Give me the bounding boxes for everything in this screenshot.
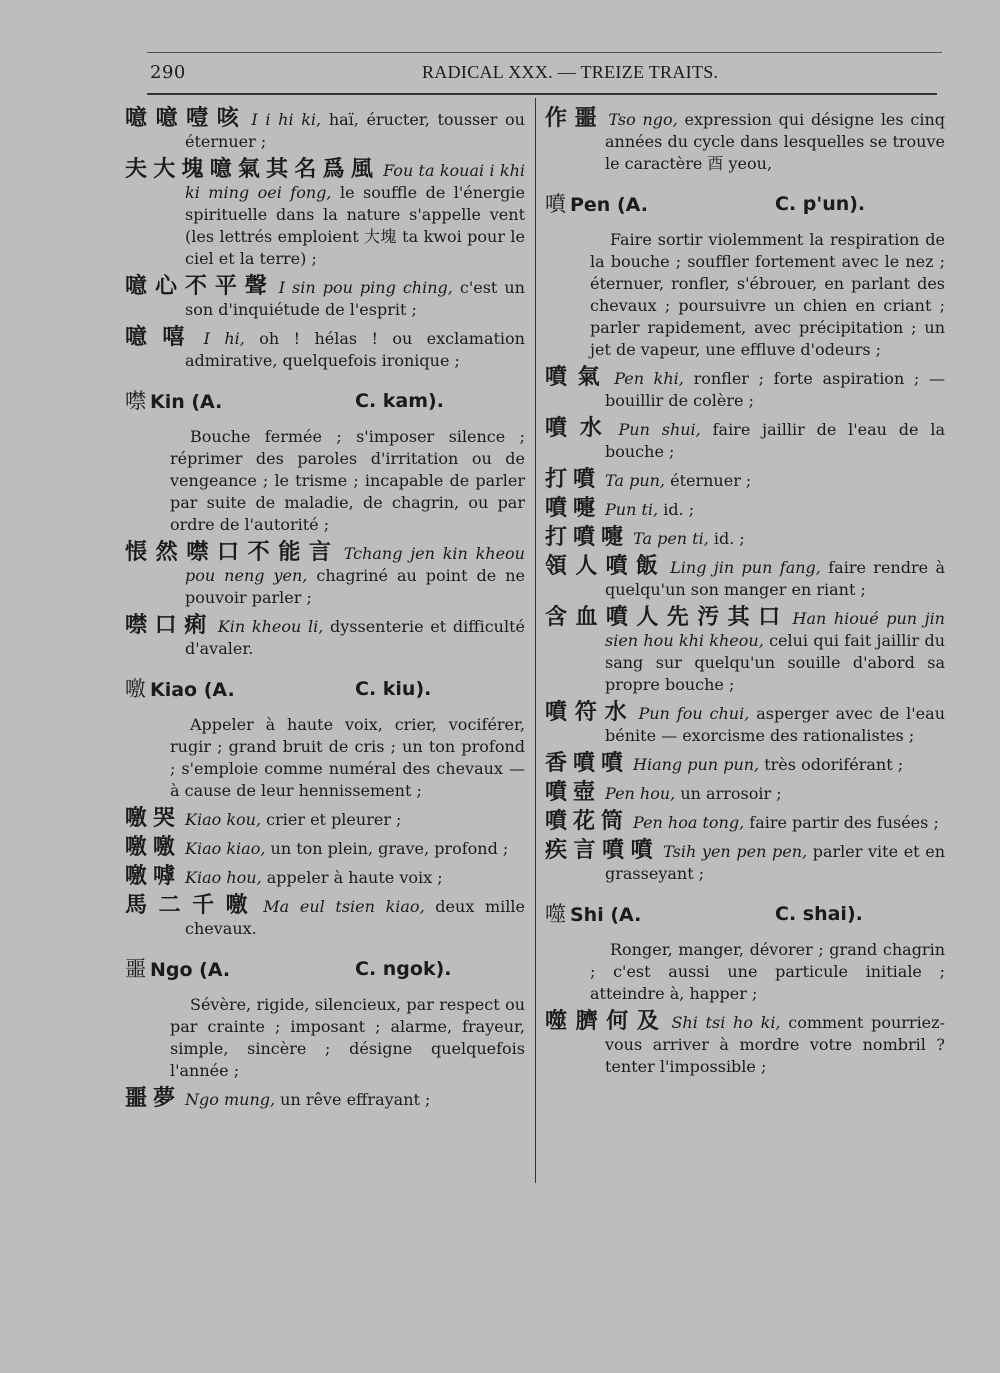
definition: le souffle de l'énergie spirituelle dans la nature s'appelle vent (les lettrés emploient 大塊 ta kwoi pour le ciel et la terre) ; (185, 183, 526, 268)
definition: faire partir des fusées ; (744, 813, 939, 832)
definition: éternuer ; (665, 471, 752, 490)
definition: deux mille chevaux. (185, 897, 525, 938)
definition: faire rendre à quelqu'un son manger en riant ; (605, 558, 945, 599)
definition: id. ; (708, 529, 745, 548)
romanization: Tso ngo, (608, 110, 678, 129)
romanization: Kin kheou li, (217, 617, 324, 636)
dictionary-entry (545, 556, 945, 601)
definition: oh ! hélas ! ou exclamation admirative, quelquefois ironique ; (185, 329, 525, 370)
definition: parler vite et en grasseyant ; (605, 842, 945, 883)
dictionary-entry (125, 276, 525, 321)
column-divider (535, 98, 536, 1183)
definition: ronfler ; forte aspiration ; — bouillir de colère ; (605, 369, 945, 410)
definition: haï, éructer, tousser ou éternuer ; (185, 110, 525, 151)
dictionary-entry (545, 469, 945, 492)
dictionary-entry (125, 108, 525, 153)
dictionary-entry (545, 702, 945, 747)
heading-word: Ngo (A. (150, 959, 231, 981)
romanization: Han hioué pun jin sien hou khi kheou, (605, 609, 945, 650)
dictionary-entry (545, 753, 945, 776)
romanization: Kiao hou, (185, 868, 262, 887)
page-number: 290 (150, 62, 186, 83)
dictionary-entry (545, 607, 945, 696)
romanization: Pun fou chui, (638, 704, 750, 723)
definition: c'est un son d'inquiétude de l'esprit ; (185, 278, 525, 319)
cantonese-reading: C. p'un). (775, 193, 866, 215)
romanization: Pen khi, (614, 369, 684, 388)
definition: faire jaillir de l'eau de la bouche ; (605, 420, 946, 461)
cantonese-reading: C. shai). (775, 903, 863, 925)
radical-heading (125, 390, 525, 416)
chinese-characters: 噴氣 (545, 365, 611, 390)
romanization: Hiang pun pun, (633, 755, 760, 774)
definition-paragraph: Faire sortir violemment la respiration de la bouche ; souffler fortement avec le nez ; éternuer, ronfler, s'ébrouer, en parlant des chevaux ; poursuivre un chien en criant ; parler rapidement, avec précipitation ; un jet de vapeur, une effluve d'odeurs ; (590, 230, 945, 359)
cantonese-reading: C. ngok). (355, 958, 452, 980)
chinese-characters: 夫大塊噫氣其名爲風 (125, 157, 380, 182)
romanization: Tchang jen kin kheou pou neng yen, (185, 544, 525, 585)
romanization: Pun ti, (605, 500, 659, 519)
romanization: Kiao kou, (185, 810, 262, 829)
chinese-characters: 噭嘑 (125, 864, 182, 889)
chinese-characters: 噤口痢 (125, 613, 214, 638)
definition-paragraph: Appeler à haute voix, crier, vociférer, rugir ; grand bruit de cris ; un ton profond ; s'emploie comme numéral des chevaux — à cause de leur hennissement ; (170, 715, 525, 800)
heading-word: Shi (A. (570, 904, 642, 926)
definition: crier et pleurer ; (261, 810, 402, 829)
dictionary-entry (545, 840, 945, 885)
chinese-characters: 噴嚏 (545, 496, 602, 521)
dictionary-entry (125, 327, 525, 372)
chinese-characters: 噫噫噎咳 (125, 106, 248, 131)
definition: asperger avec de l'eau bénite — exorcisme des rationalistes ; (605, 704, 945, 745)
dictionary-entry (125, 1088, 525, 1111)
romanization: Pun shui, (618, 420, 701, 439)
dictionary-entry (545, 418, 945, 463)
chinese-characters: 噭噭 (125, 835, 182, 860)
definition: un ton plein, grave, profond ; (265, 839, 509, 858)
dictionary-entry (125, 615, 525, 660)
dictionary-entry (125, 837, 525, 860)
chinese-characters: 噩夢 (125, 1086, 182, 1111)
dictionary-entry (545, 782, 945, 805)
heading-word: Kin (A. (150, 391, 223, 413)
dictionary-entry (545, 367, 945, 412)
heading-character: 噤 (125, 389, 146, 413)
radical-heading (545, 193, 945, 219)
heading-character: 噩 (125, 957, 146, 981)
definition: très odoriférant ; (759, 755, 904, 774)
chinese-characters: 含血噴人先汚其口 (545, 605, 789, 630)
chinese-characters: 打噴 (545, 467, 602, 492)
dictionary-entry (545, 108, 945, 175)
chinese-characters: 噬臍何及 (545, 1009, 668, 1034)
running-title: RADICAL XXX. — TREIZE TRAITS. (422, 62, 719, 82)
romanization: Ta pun, (605, 471, 666, 490)
right-column (545, 108, 945, 1084)
dictionary-entry (125, 542, 525, 609)
dictionary-entry (545, 498, 945, 521)
chinese-characters: 香噴噴 (545, 751, 630, 776)
radical-heading (125, 678, 525, 704)
header-rule (147, 93, 937, 95)
romanization: Ma eul tsien kiao, (263, 897, 425, 916)
chinese-characters: 作噩 (545, 106, 605, 131)
dictionary-entry (125, 159, 525, 270)
definition: appeler à haute voix ; (261, 868, 443, 887)
chinese-characters: 馬二千噭 (125, 893, 260, 918)
romanization: I hi, (203, 329, 245, 348)
radical-heading (125, 958, 525, 984)
dictionary-entry (545, 1011, 945, 1078)
romanization: Pen hoa tong, (633, 813, 745, 832)
chinese-characters: 噴符水 (545, 700, 635, 725)
page-header (150, 62, 940, 84)
heading-word: Kiao (A. (150, 679, 235, 701)
definition: celui qui fait jaillir du sang sur quelqu'un souille d'abord sa propre bouche ; (605, 631, 945, 694)
chinese-characters: 領人噴飯 (545, 554, 667, 579)
romanization: I i hi ki, (251, 110, 322, 129)
definition-paragraph: Sévère, rigide, silencieux, par respect ou par crainte ; imposant ; alarme, frayeur, simple, sincère ; désigne quelquefois l'année ; (170, 995, 525, 1080)
romanization: Kiao kiao, (185, 839, 266, 858)
romanization: Tsih yen pen pen, (663, 842, 808, 861)
romanization: Ngo mung, (185, 1090, 276, 1109)
romanization: I sin pou ping ching, (278, 278, 453, 297)
chinese-characters: 打噴嚏 (545, 525, 630, 550)
top-rule (147, 52, 942, 53)
romanization: Ta pen ti, (633, 529, 709, 548)
definition-paragraph: Ronger, manger, dévorer ; grand chagrin ; c'est aussi une particule initiale ; atteindre à, happer ; (590, 940, 945, 1003)
dictionary-entry (545, 527, 945, 550)
chinese-characters: 疾言噴噴 (545, 838, 660, 863)
dictionary-entry (125, 808, 525, 831)
romanization: Fou ta kouai i khi ki ming oei fong, (185, 161, 525, 202)
chinese-characters: 噴花筒 (545, 809, 630, 834)
definition: expression qui désigne les cinq années du cycle dans lesquelles se trouve le caractère 酉 yeou, (605, 110, 945, 173)
chinese-characters: 噴水 (545, 416, 615, 441)
chinese-characters: 噫心不平聲 (125, 274, 275, 299)
chinese-characters: 噴壺 (545, 780, 602, 805)
chinese-characters: 悵然噤口不能言 (125, 540, 340, 565)
heading-word: Pen (A. (570, 194, 648, 216)
dictionary-entry (545, 811, 945, 834)
definition: dyssenterie et difficulté d'avaler. (185, 617, 525, 658)
cantonese-reading: C. kam). (355, 390, 444, 412)
heading-character: 噬 (545, 902, 566, 926)
chinese-characters: 噫嘻 (125, 325, 200, 350)
cantonese-reading: C. kiu). (355, 678, 432, 700)
radical-heading (545, 903, 945, 929)
definition: comment pourriez-vous arriver à mordre votre nombril ? tenter l'impossible ; (605, 1013, 945, 1076)
chinese-characters: 噭哭 (125, 806, 182, 831)
definition: un rêve effrayant ; (275, 1090, 431, 1109)
dictionary-entry (125, 895, 525, 940)
definition: un arrosoir ; (675, 784, 782, 803)
romanization: Ling jin pun fang, (670, 558, 821, 577)
left-column (125, 108, 525, 1117)
definition-paragraph: Bouche fermée ; s'imposer silence ; réprimer des paroles d'irritation ou de vengeance ; le trisme ; incapable de parler par suite de maladie, de chagrin, ou par ordre de l'autorité ; (170, 427, 525, 534)
heading-character: 噭 (125, 677, 146, 701)
dictionary-entry (125, 866, 525, 889)
romanization: Shi tsi ho ki, (671, 1013, 781, 1032)
definition: id. ; (658, 500, 695, 519)
definition: chagriné au point de ne pouvoir parler ; (185, 566, 525, 607)
heading-character: 噴 (545, 192, 566, 216)
romanization: Pen hou, (605, 784, 676, 803)
